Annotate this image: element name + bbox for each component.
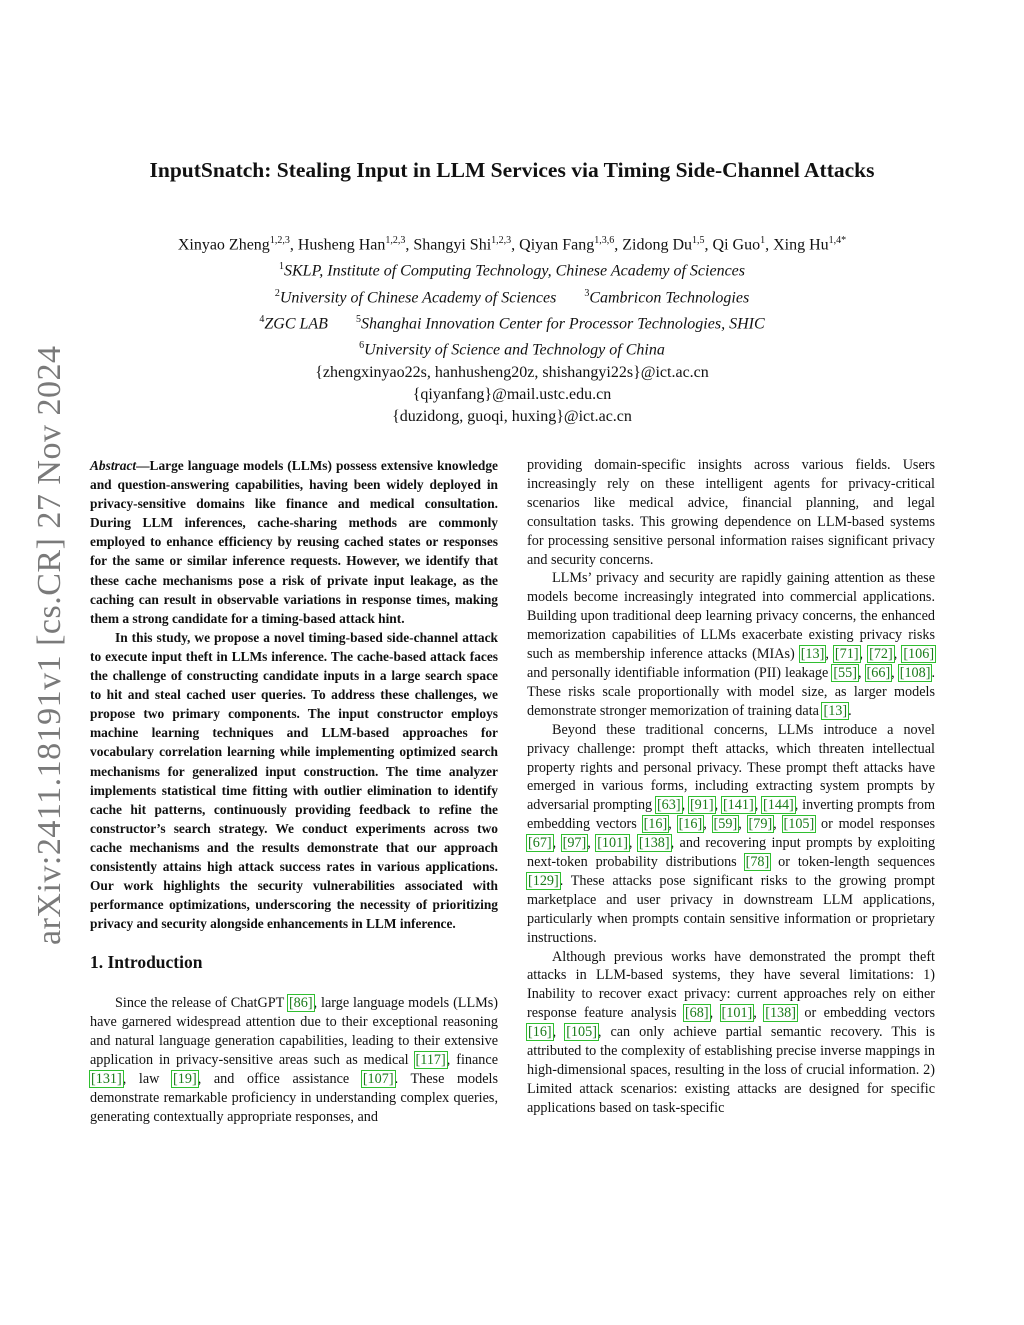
abstract-label: Abstract xyxy=(90,458,137,473)
citation-link[interactable]: [72] xyxy=(869,646,893,663)
citation-link[interactable]: [129] xyxy=(528,872,559,889)
citation-link[interactable]: [71] xyxy=(834,646,859,663)
abstract-paragraph: In this study, we propose a novel timing-based side-channel attack to execute input theft in LLMs inference. The cache-based attack faces the challenge of constructing candidate inputs in a large search space to hit and steal cached user queries. To address these challenges, we propose two primary components. The input constructor employs machine learning techniques and LLM-based approaches for vocabulary correlation learning while implementing optimized search mechanisms for generalized input construction. The time analyzer implements statistical time fitting with outlier elimination to identify cache hit patterns, continuously providing feedback to refine the constructor’s search strategy. We conduct experiments across two cache mechanisms and the results demonstrate that our approach consistently attains high attack success rates in various applications. Our work highlights the security vulnerabilities associated with performance optimizations, underscoring the necessity of prioritizing privacy and security alongside enhancements in LLM inference. xyxy=(90,629,498,932)
citation-link[interactable]: [108] xyxy=(899,664,931,681)
author-name: Xing Hu xyxy=(773,236,829,254)
author-list: Xinyao Zheng$^{1,2,3}$, Husheng Han$^{1,2,3}$, Shangyi Shi$^{1,2,3}$, Qiyan Fang$^{1,3,6}$, Zidong Du$^{1,5}$, Qi Guo$^1$, Xing $Hu^{1,4*}$ xyxy=(177,235,847,254)
citation-link[interactable]: [55] xyxy=(833,664,857,681)
author-affiliation-marker: 1,2,3 xyxy=(269,235,290,246)
author-name: Shangyi Shi xyxy=(413,236,492,254)
section-heading-introduction: 1. Introduction xyxy=(90,952,203,973)
citation-link[interactable]: [13] xyxy=(800,646,825,663)
citation-link[interactable]: [101] xyxy=(597,835,628,852)
arxiv-identifier: arXiv:2411.18191v1 [cs.CR] 27 Nov 2024 xyxy=(31,345,68,945)
citation-link[interactable]: [59] xyxy=(713,816,738,833)
body-paragraph: Since the release of ChatGPT [86], large language models (LLMs) have garnered widespread attention due to their exceptional reasoning and natural language generation capabilities, leading to their extensive application in privacy-sensitive areas such as medical [117], finance [131], law [19], and office assistance [107]. These models demonstrate remarkable proficiency in understanding complex queries, generating contextually appropriate responses, and xyxy=(90,995,498,1125)
author-name: Husheng Han xyxy=(297,236,386,254)
citation-link[interactable]: [105] xyxy=(783,816,815,833)
body-paragraph: Although previous works have demonstrated the prompt theft attacks in LLM-based systems, they have several limitations: 1) Inability to recover exact privacy: current approaches rely on either response feature analysis [68], [101], [138] or embedding vectors [16], [105], can only achieve partial semantic recovery. This is attributed to the complexity of establishing precise inverse mappings in high-dimensional spaces, resulting in the loss of crucial information. 2) Limited attack scenarios: existing attacks are designed for specific applications based on task-specific xyxy=(527,948,936,1116)
author-affiliation-marker: 1,3,6 xyxy=(594,235,615,246)
affiliation-4-5: $^4$ZGC LAB $^5$Shanghai Innovation Center for Processor Technologies, SHIC xyxy=(259,313,765,333)
author-affiliation-marker: 1,2,3 xyxy=(491,235,512,246)
abstract xyxy=(90,456,498,933)
citation-link[interactable]: [16] xyxy=(528,1024,552,1041)
citation-link[interactable]: [16] xyxy=(643,816,668,833)
citation-link[interactable]: [86] xyxy=(288,995,313,1012)
citation-link[interactable]: [141] xyxy=(722,797,754,814)
author-affiliation-marker: 1,2,3 xyxy=(385,235,406,246)
email-line: {qiyanfang}@mail.ustc.edu.cn xyxy=(412,385,612,403)
citation-link[interactable]: [16] xyxy=(678,816,703,833)
citation-link[interactable]: [63] xyxy=(656,797,681,814)
citation-link[interactable]: [78] xyxy=(745,854,770,871)
email-line: {duzidong, guoqi, huxing}@ict.ac.cn xyxy=(392,407,632,425)
email-line: {zhengxinyao22s, hanhusheng20z, shishangyi22s}@ict.ac.cn xyxy=(315,363,709,381)
author-name: Qi Guo xyxy=(712,236,761,254)
paper-title: InputSnatch: Stealing Input in LLM Services via Timing Side-Channel Attacks xyxy=(149,158,875,182)
citation-link[interactable]: [68] xyxy=(684,1005,709,1022)
left-column xyxy=(90,456,498,1127)
author-name: Qiyan Fang xyxy=(519,236,595,254)
citation-link[interactable]: [67] xyxy=(528,835,552,852)
citation-link[interactable]: [91] xyxy=(689,797,714,814)
citation-link[interactable]: [144] xyxy=(763,797,794,814)
citation-link[interactable]: [105] xyxy=(566,1024,597,1041)
right-column xyxy=(527,456,935,1118)
citation-link[interactable]: [19] xyxy=(173,1070,197,1087)
body-paragraph: providing domain-specific insights across various fields. Users increasingly rely on these intelligent agents for privacy-critical scenarios like medical advice, financial planning, and legal consultation tasks. This growing dependence on LLM-based systems for processing sensitive personal information raises significant privacy and security concerns. xyxy=(527,457,935,568)
citation-link[interactable]: [138] xyxy=(638,835,670,852)
affiliation-2-3: $^2$University of Chinese Academy of Sciences $^3$Cambricon Technologies xyxy=(274,287,750,306)
author-name: Zidong Du xyxy=(622,236,693,254)
citation-link[interactable]: [131] xyxy=(91,1070,122,1087)
author-name: Xinyao Zheng xyxy=(177,236,270,254)
affiliation-6: $^6$University of Science and Technology of China xyxy=(359,340,665,359)
author-affiliation-marker: 1,4* xyxy=(828,235,847,246)
citation-link[interactable]: [66] xyxy=(866,664,891,681)
citation-link[interactable]: [101] xyxy=(721,1005,753,1022)
author-block xyxy=(0,230,1024,428)
author-affiliation-marker: 1,5 xyxy=(692,235,705,246)
citation-link[interactable]: [106] xyxy=(903,646,935,663)
citation-link[interactable]: [79] xyxy=(748,816,773,833)
citation-link[interactable]: [117] xyxy=(415,1051,446,1068)
body-paragraph: LLMs’ privacy and security are rapidly gaining attention as these models become increasingly integrated into commercial applications. Building upon traditional deep learning privacy concerns, the enhanced memorization capabilities of LLMs exacerbate existing privacy risks such as membership inference attacks (MIAs) [13], [71], [72], [106] and personally identifiable information (PII) leakage [55], [66], [108]. These risks scale proportionally with model size, as larger models demonstrate stronger memorization of training data [13]. xyxy=(527,570,936,719)
citation-link[interactable]: [13] xyxy=(823,702,848,719)
affiliation-1: $^1$SKLP, Institute of Computing Technology, Chinese Academy of Sciences xyxy=(279,261,745,280)
body-paragraph: Beyond these traditional concerns, LLMs introduce a novel privacy challenge: prompt theft attacks, which threaten intellectual property rights and personal privacy. These prompt theft attacks have emerged in various forms, including extracting system prompts by adversarial prompting [63], [91], [141], [144], inverting prompts from embedding vectors [16], [16], [59], [79], [105] or model responses [67], [97], [101], [138], and recovering input prompts by exploiting next-token probability distributions [78] or token-length sequences [129]. These attacks pose significant risks to the growing prompt marketplace and user privacy in downstream LLM applications, particularly when prompts contain sensitive information or proprietary instructions. xyxy=(527,721,936,946)
citation-link[interactable]: [107] xyxy=(362,1070,394,1087)
abstract-paragraph: Abstract—Large language models (LLMs) possess extensive knowledge and question-answering capabilities, having been widely deployed in privacy-sensitive domains like finance and medical consultation. During LLM inferences, cache-sharing methods are commonly employed to enhance efficiency by reusing cached states or responses for the same or similar inference requests. However, we identify that these cache mechanisms pose a risk of private input leakage, as the caching can result in observable variations in response times, making them a strong candidate for a timing-based attack hint. xyxy=(90,458,498,626)
author-affiliation-marker: 1 xyxy=(760,235,766,246)
citation-link[interactable]: [138] xyxy=(765,1005,796,1022)
citation-link[interactable]: [97] xyxy=(562,835,587,852)
